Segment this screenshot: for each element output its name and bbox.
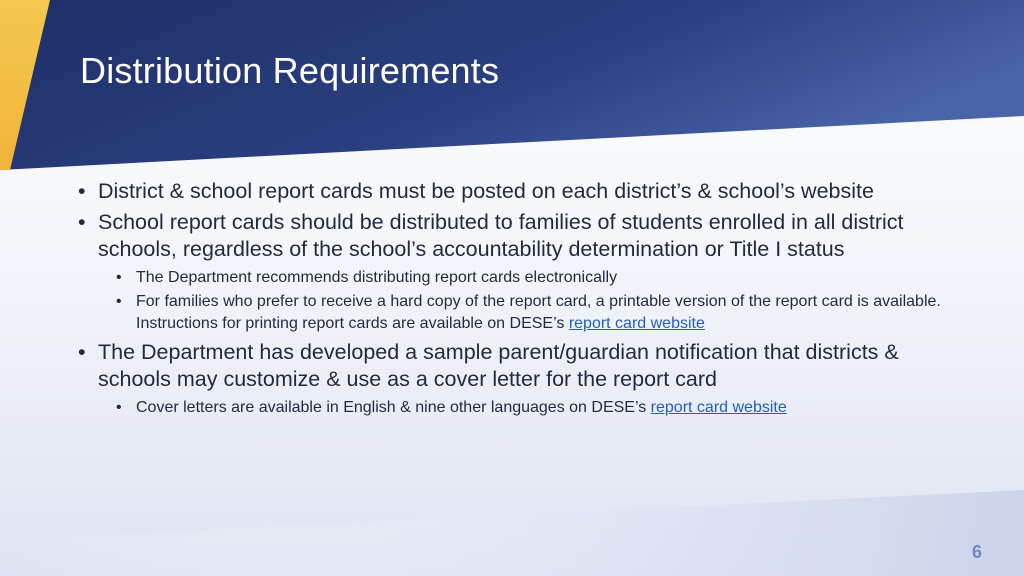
sub-bullet-hard-copy-text: For families who prefer to receive a hard copy of the report card, a printable version of the report card is available. Instructions for printing report cards are available on DESE’s: [136, 293, 941, 332]
sub-bullet-electronic: • The Department recommends distributing report cards electronically: [78, 267, 958, 289]
bullet-cover-letter: • The Department has developed a sample parent/guardian notification that districts & schools may customize & use as a cover letter for the report card: [78, 339, 958, 393]
slide-title: Distribution Requirements: [80, 50, 500, 91]
bullet-list: [78, 178, 958, 421]
report-card-website-link-2[interactable]: report card website: [650, 399, 787, 416]
bullet-distribution: • School report cards should be distributed to families of students enrolled in all district schools, regardless of the school’s accountability determination or Title I status: [78, 209, 958, 263]
sub-bullet-hard-copy: [78, 291, 958, 335]
sub-bullet-languages: [78, 397, 958, 419]
bullet-posting: • District & school report cards must be posted on each district’s & school’s website: [78, 178, 958, 205]
report-card-website-link[interactable]: report card website: [568, 315, 705, 332]
lower-band: [0, 490, 1024, 576]
sub-bullet-languages-text: Cover letters are available in English & nine other languages on DESE’s: [136, 399, 651, 416]
page-number: 6: [971, 542, 982, 562]
